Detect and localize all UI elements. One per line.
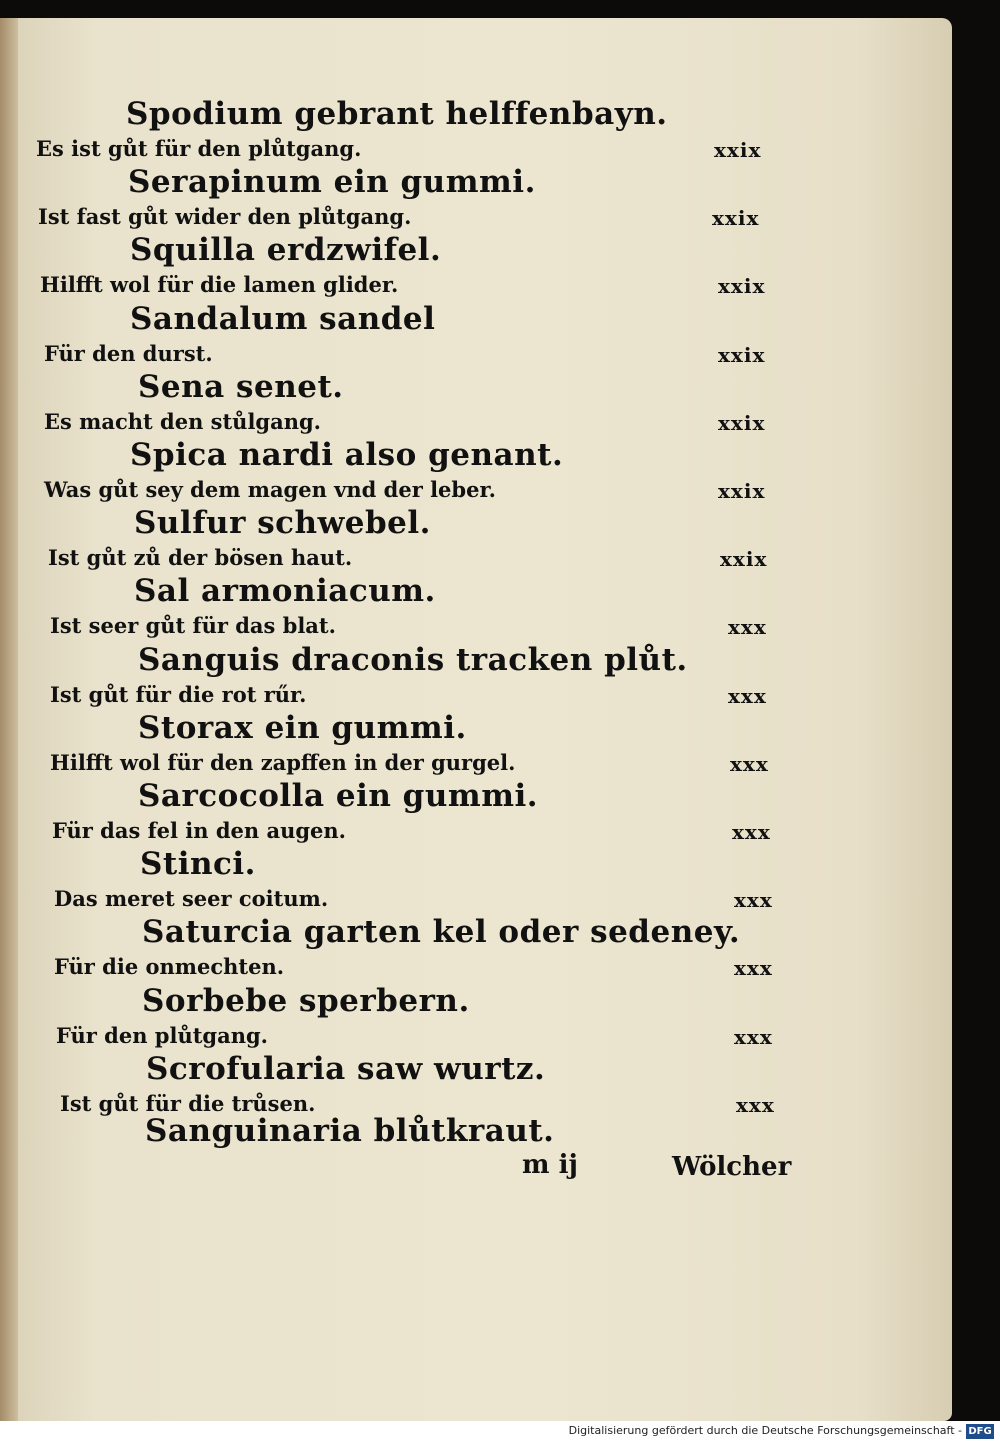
entry-heading: Storax ein gummi. — [138, 709, 467, 746]
entry-page-number: xxx — [732, 820, 771, 844]
entry-page-number: xxx — [736, 1092, 775, 1117]
entry-heading: Spica nardi also genant. — [130, 437, 564, 473]
entry-page-number: xxix — [718, 342, 766, 367]
entry-heading: Squilla erdzwifel. — [130, 232, 442, 269]
entry-page-number: xxx — [728, 683, 767, 708]
entry-description: Für die onmechten. — [54, 954, 285, 980]
entry-page-number: xxx — [734, 956, 773, 981]
entry-description: Hilfft wol für die lamen glider. — [40, 272, 399, 298]
entry-description: Für den plůtgang. — [56, 1022, 268, 1048]
entry-description: Es ist gůt für den plůtgang. — [36, 136, 362, 161]
entry-description: Ist gůt für die rot rűr. — [50, 681, 307, 707]
entry-description: Hilfft wol für den zapffen in der gurgel. — [50, 749, 516, 775]
credit-bar — [0, 1421, 1000, 1443]
entry-description: Für das fel in den augen. — [52, 818, 346, 843]
last-entry-heading: Sanguinaria blůtkraut. — [145, 1113, 555, 1149]
entry-heading: Sandalum sandel — [130, 300, 436, 337]
entry-page-number: xxx — [734, 1024, 773, 1049]
signature-mark: m ij — [522, 1150, 578, 1180]
entry-page-number: xxix — [718, 410, 766, 435]
entry-heading: Sena senet. — [138, 368, 344, 405]
page-spine-edge — [0, 18, 18, 1421]
entry-heading: Serapinum ein gummi. — [128, 164, 536, 201]
entry-page-number: xxx — [730, 751, 769, 776]
entry-description: Was gůt sey dem magen vnd der leber. — [44, 477, 496, 502]
entry-heading: Sulfur schwebel. — [134, 505, 431, 542]
entry-heading: Saturcia garten kel oder sedeney. — [142, 914, 741, 951]
entry-heading: Spodium gebrant helffenbayn. — [126, 96, 668, 132]
entry-heading: Sanguis draconis tracken plůt. — [138, 641, 688, 678]
entry-description: Ist seer gůt für das blat. — [50, 613, 336, 639]
entry-description: Ist gůt zů der bösen haut. — [48, 545, 353, 571]
entry-heading: Sorbebe sperbern. — [142, 982, 470, 1019]
entry-page-number: xxix — [718, 274, 766, 299]
dfg-logo: DFG — [966, 1424, 994, 1439]
entry-heading: Sarcocolla ein gummi. — [138, 778, 539, 814]
entry-page-number: xxix — [714, 138, 762, 162]
entry-description: Das meret seer coitum. — [54, 886, 329, 912]
catchword: Wölcher — [672, 1152, 792, 1182]
entry-page-number: xxix — [712, 206, 760, 231]
credit-text: Digitalisierung gefördert durch die Deutsche Forschungsgemeinschaft - — [568, 1424, 962, 1437]
book-page — [0, 18, 952, 1421]
entry-page-number: xxix — [718, 479, 766, 503]
entry-description: Ist gůt für die trůsen. — [60, 1090, 316, 1116]
entry-heading: Stinci. — [140, 846, 256, 883]
entry-page-number: xxx — [734, 888, 773, 913]
entry-description: Es macht den stůlgang. — [44, 408, 321, 434]
entry-description: Für den durst. — [44, 340, 213, 366]
entry-page-number: xxx — [728, 615, 767, 640]
entry-heading: Scrofularia saw wurtz. — [146, 1050, 546, 1087]
entry-page-number: xxix — [720, 547, 768, 572]
entry-description: Ist fast gůt wider den plůtgang. — [38, 204, 412, 230]
entry-heading: Sal armoniacum. — [134, 573, 436, 610]
